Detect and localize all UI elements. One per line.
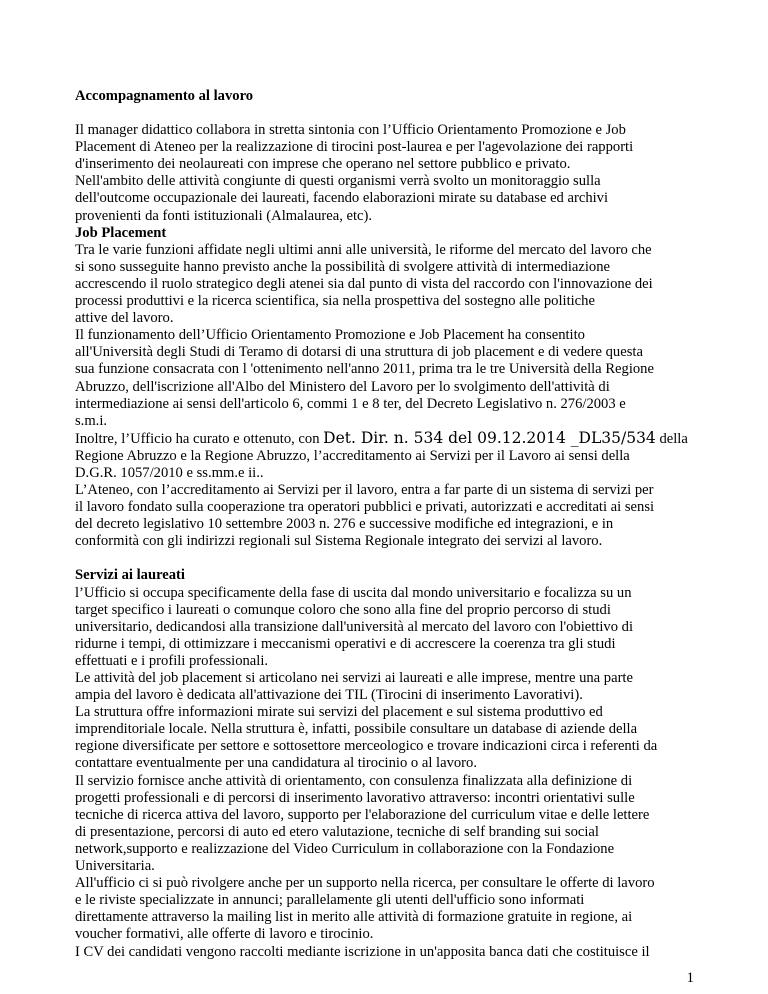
page-number: 1 [686,970,694,986]
servizi-paragraph [75,585,695,961]
text-line: Le attività del job placement si articolano nei servizi ai laureati e alle imprese, mentre una parte [75,670,633,686]
text-line: Universitaria. [75,858,155,875]
inoltre-text-c: della [655,430,688,447]
text-line: L’Ateneo, con l’accreditamento ai Servizi per il lavoro, entra a far parte di un sistema di servizi per [75,482,654,499]
job-placement-heading: Job Placement [75,224,167,241]
text-line: del decreto legislativo 10 settembre 2003 n. 276 e successive modifiche ed integrazioni, e in [75,516,614,533]
text-line: Tra le varie funzioni affidate negli ultimi anni alle università, le riforme del mercato del lavoro che [75,241,652,258]
text-line: di presentazione, percorsi di auto ed etero valutazione, tecniche di self branding sui social [75,823,599,840]
spacer [75,550,695,567]
text-line: D.G.R. 1057/2010 e ss.mm.e ii.. [75,464,264,481]
inoltre-decree: Det. Dir. n. 534 del 09.12.2014 _DL35/534 [323,428,656,447]
document-body [75,88,695,961]
text-line: l’Ufficio si occupa specificamente della fase di uscita dal mondo universitario e focalizza su un [75,584,632,601]
text-line: Il manager didattico collabora in stretta sintonia con l’Ufficio Orientamento Promozione e Job [75,122,626,139]
text-line: voucher formativi, alle offerte di lavoro e tirocinio. [75,926,374,943]
text-line: intermediazione ai sensi dell'articolo 6, commi 1 e 8 ter, del Decreto Legislativo n. 276/2003 e [75,395,626,412]
text-line: all'Università degli Studi di Teramo di dotarsi di una struttura di job placement e di vedere questa [75,344,643,361]
text-line: universitario, dedicandosi alla transizione dall'università al mercato del lavoro con l'obiettivo di [75,618,634,635]
text-line: tecniche di ricerca attiva del lavoro, supporto per l'elaborazione del curriculum vitae e delle lettere [75,806,650,823]
text-line: si sono susseguite hanno previsto anche la possibilità di svolgere attività di intermediazione [75,258,610,275]
text-line: direttamente attraverso la mailing list in merito alle attività di formazione gratuite in regione, ai [75,909,633,926]
text-line: d'inserimento dei neolaureati con imprese che operano nel settore pubblico e privato. [75,156,571,173]
job-placement-inoltre-line [75,430,695,448]
text-line: s.m.i. [75,412,108,429]
servizi-heading: Servizi ai laureati [75,567,185,584]
text-line: target specifico i laureati o comunque coloro che sono alla fine del proprio percorso di studi [75,601,611,618]
section-title: Accompagnamento al lavoro [75,88,254,104]
text-line: imprenditoriale locale. Nella struttura è, infatti, possibile consultare un database di aziende della [75,721,638,738]
text-line: accrescendo il ruolo strategico degli atenei sia dal punto di vista del raccordo con l'innovazione dei [75,275,653,292]
text-line: attive del lavoro. [75,310,174,327]
job-placement-tail [75,448,695,551]
text-line: dell'outcome occupazionale dei laureati, facendo elaborazioni mirate su database ed archivi [75,190,609,207]
job-placement-paragraph [75,242,695,430]
spacer [75,105,695,122]
text-line: Il servizio fornisce anche attività di orientamento, con consulenza finalizzata alla definizione di [75,772,633,789]
intro-paragraph [75,122,695,225]
text-line: network,supporto e realizzazione del Video Curriculum in collaborazione con la Fondazione [75,840,615,857]
text-line: provenienti da fonti istituzionali (Almalaurea, etc). [75,207,373,224]
text-line: il lavoro fondato sulla cooperazione tra operatori pubblici e privati, autorizzati e accreditati ai sensi [75,499,655,516]
text-line: regione diversificate per settore e sottosettore merceologico e trovare indicazioni circa i referenti da [75,738,658,755]
text-line: La struttura offre informazioni mirate sui servizi del placement e sul sistema produttivo ed [75,704,603,721]
text-line: Placement di Ateneo per la realizzazione di tirocini post-laurea e per l'agevolazione dei rapporti [75,139,634,156]
text-line: effettuati e i profili professionali. [75,652,269,669]
text-line: processi produttivi e la ricerca scientifica, sia nella prospettiva del sostegno alle politiche [75,293,595,310]
text-line: I CV dei candidati vengono raccolti mediante iscrizione in un'apposita banca dati che costituisce il [75,943,650,960]
text-line: Nell'ambito delle attività congiunte di questi organismi verrà svolto un monitoraggio sulla [75,173,601,190]
text-line: All'ufficio ci si può rivolgere anche per un supporto nella ricerca, per consultare le offerte di lavoro [75,875,655,892]
text-line: e le riviste specializzate in annunci; parallelamente gli utenti dell'ufficio sono informati [75,892,585,909]
text-line: Regione Abruzzo e la Regione Abruzzo, l’accreditamento ai Servizi per il Lavoro ai sensi della [75,447,630,464]
text-line: ampia del lavoro è dedicata all'attivazione dei TIL (Tirocini di inserimento Lavorativi). [75,687,583,704]
text-line: Abruzzo, dell'iscrizione all'Albo del Ministero del Lavoro per lo svolgimento dell'attività di [75,378,610,395]
text-line: ridurne i tempi, di ottimizzare i meccanismi operativi e di accrescere la coerenza tra gli studi [75,635,616,652]
inoltre-text-a: Inoltre, l’Ufficio ha curato e ottenuto, con [75,430,324,447]
text-line: contattare eventualmente per una candidatura al tirocinio o al lavoro. [75,755,477,772]
text-line: conformità con gli indirizzi regionali sul Sistema Regionale integrato dei servizi al lavoro. [75,533,603,550]
text-line: Il funzionamento dell’Ufficio Orientamento Promozione e Job Placement ha consentito [75,327,585,344]
text-line: progetti professionali e di percorsi di inserimento lavorativo attraverso: incontri orientativi sulle [75,789,635,806]
text-line: sua funzione consacrata con l 'ottenimento nell'anno 2011, prima tra le tre Università della Regione [75,361,654,378]
